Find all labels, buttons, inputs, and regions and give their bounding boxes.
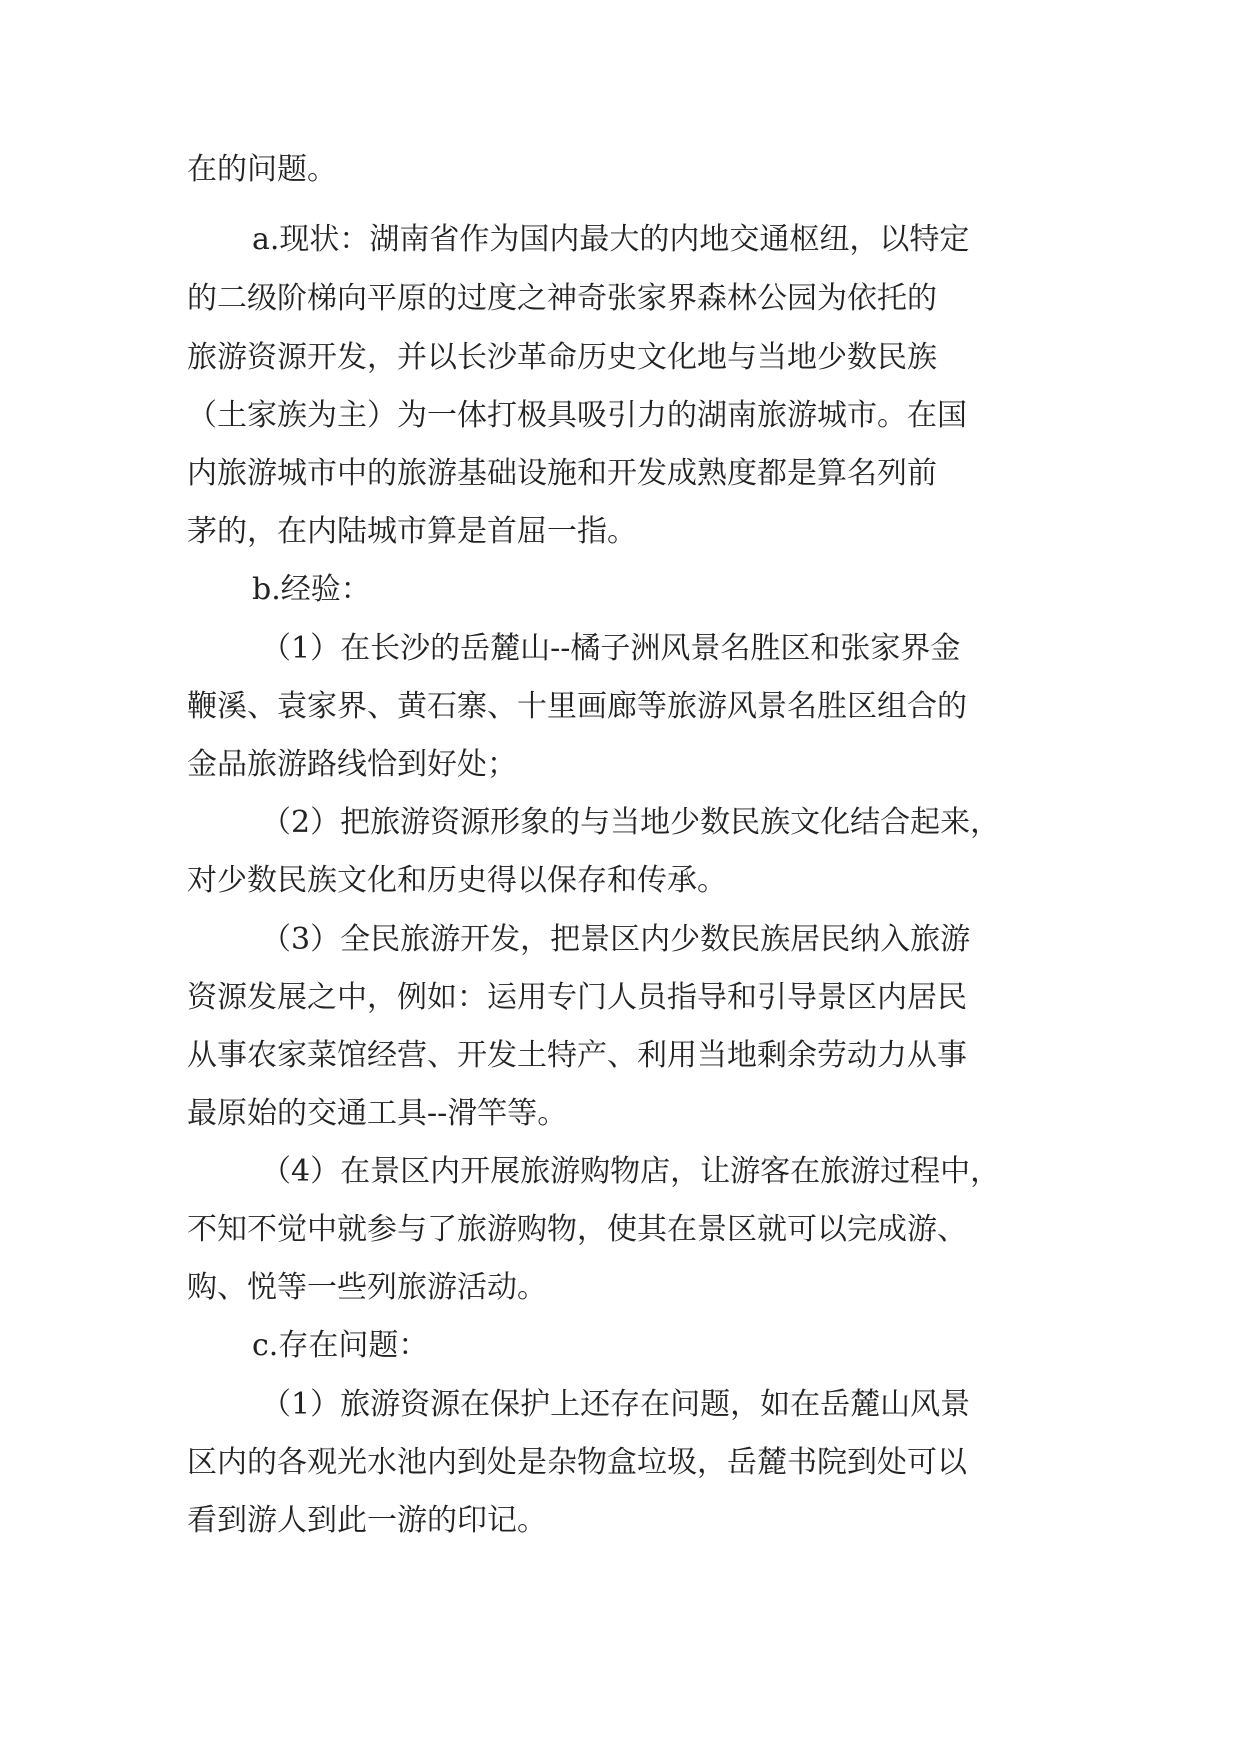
- text-line: 购、悦等一些列旅游活动。: [187, 1270, 547, 1305]
- text-line: 内旅游城市中的旅游基础设施和开发成熟度都是算名列前: [187, 456, 937, 491]
- text-line: 的二级阶梯向平原的过度之神奇张家界森林公园为依托的: [187, 281, 937, 316]
- text-line: （1）旅游资源在保护上还存在问题，如在岳麓山风景: [261, 1387, 971, 1422]
- text-line: 最原始的交通工具--滑竿等。: [187, 1096, 568, 1131]
- text-line: 资源发展之中，例如：运用专门人员指导和引导景区内居民: [187, 980, 967, 1015]
- text-line: b.经验：: [252, 572, 371, 607]
- text-line: （3）全民旅游开发，把景区内少数民族居民纳入旅游: [261, 922, 971, 957]
- text-line: 鞭溪、袁家界、黄石寨、十里画廊等旅游风景名胜区组合的: [187, 689, 967, 724]
- text-line: 在的问题。: [187, 152, 337, 187]
- text-line: 茅的，在内陆城市算是首屈一指。: [187, 514, 637, 549]
- text-line: c.存在问题：: [252, 1328, 429, 1363]
- text-line: （2）把旅游资源形象的与当地少数民族文化结合起来，: [261, 805, 1001, 840]
- text-line: 区内的各观光水池内到处是杂物盒垃圾，岳麓书院到处可以: [187, 1445, 967, 1480]
- text-line: 对少数民族文化和历史得以保存和传承。: [187, 863, 727, 898]
- text-line: 看到游人到此一游的印记。: [187, 1503, 547, 1538]
- text-line: 旅游资源开发，并以长沙革命历史文化地与当地少数民族: [187, 340, 937, 375]
- text-line: （1）在长沙的岳麓山--橘子洲风景名胜区和张家界金: [261, 631, 961, 666]
- text-line: （4）在景区内开展旅游购物店，让游客在旅游过程中，: [261, 1154, 1001, 1189]
- text-line: 金品旅游路线恰到好处；: [187, 747, 517, 782]
- text-line: a.现状：湖南省作为国内最大的内地交通枢纽，以特定: [252, 222, 970, 257]
- text-line: 不知不觉中就参与了旅游购物，使其在景区就可以完成游、: [187, 1212, 967, 1247]
- text-line: 从事农家菜馆经营、开发土特产、利用当地剩余劳动力从事: [187, 1038, 967, 1073]
- text-line: （土家族为主）为一体打极具吸引力的湖南旅游城市。在国: [187, 398, 967, 433]
